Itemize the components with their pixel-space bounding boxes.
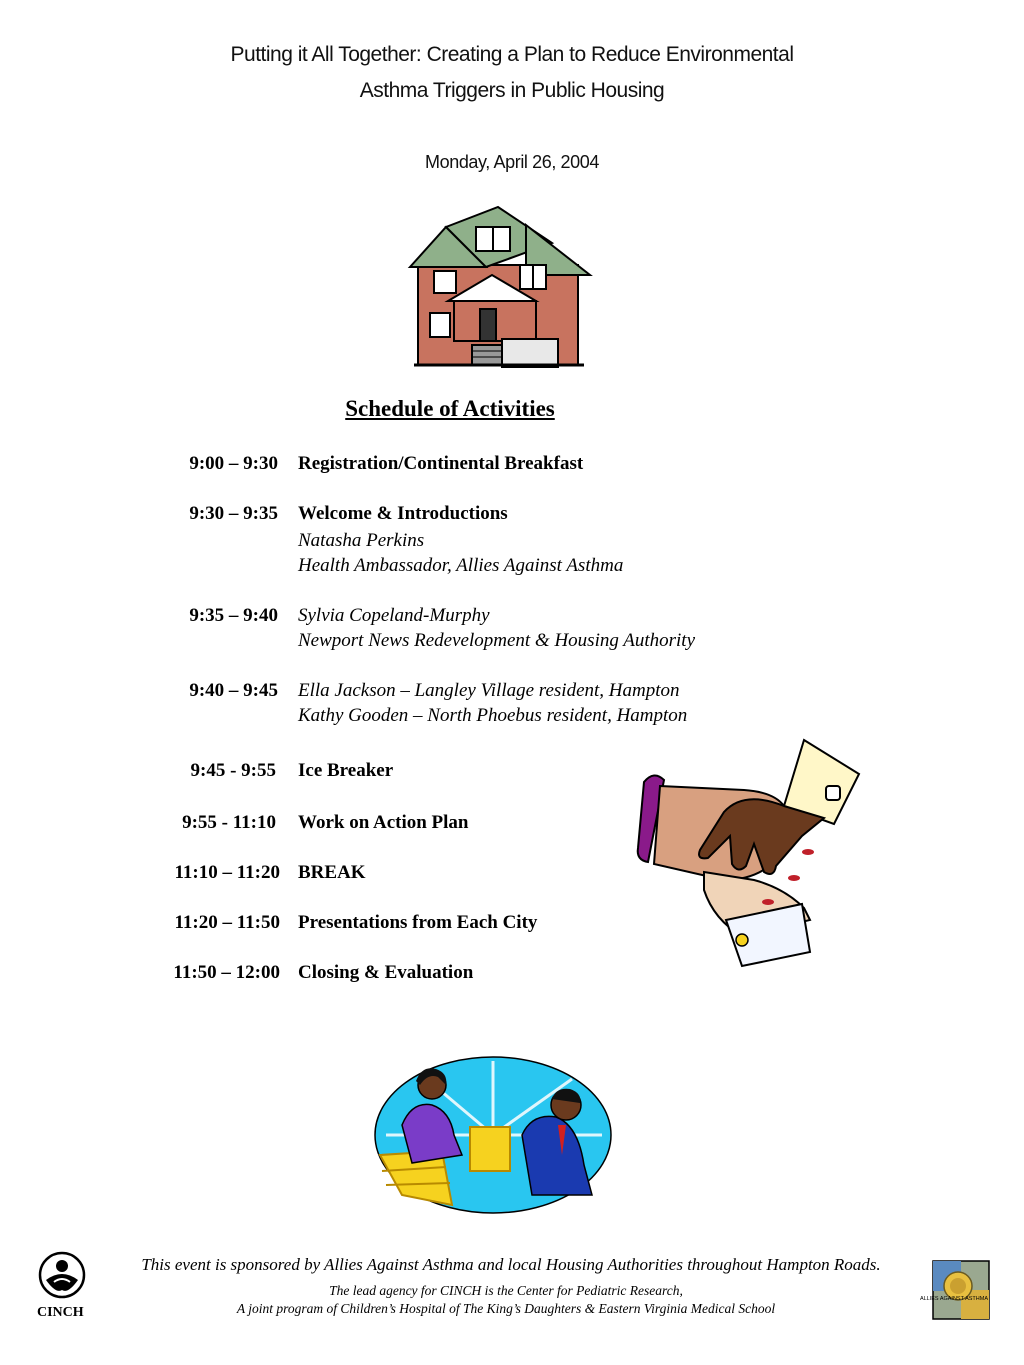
schedule-activity: Registration/Continental Breakfast — [298, 453, 584, 474]
sponsor-statement: This event is sponsored by Allies Against Asthma and local Housing Authorities throughout Hampton Roads. — [141, 1255, 881, 1274]
schedule-speaker: Sylvia Copeland-Murphy — [298, 605, 490, 626]
handshake-illustration — [634, 740, 864, 966]
schedule-time: 9:40 – 9:45 — [189, 680, 278, 701]
schedule-activity: Work on Action Plan — [298, 812, 469, 833]
schedule-time: 11:50 – 12:00 — [173, 962, 280, 983]
event-date: Monday, April 26, 2004 — [425, 152, 599, 172]
schedule-speaker-role: Newport News Redevelopment & Housing Authority — [298, 630, 696, 651]
people-exchanging-box-illustration — [372, 1055, 614, 1215]
house-illustration — [406, 205, 592, 371]
schedule-activity: BREAK — [298, 862, 366, 883]
schedule-time: 11:20 – 11:50 — [174, 912, 280, 933]
title-line-2: Asthma Triggers in Public Housing — [359, 79, 665, 102]
cinch-logo — [38, 1250, 86, 1300]
schedule-time: 11:10 – 11:20 — [174, 862, 280, 883]
schedule-speaker: Natasha Perkins — [298, 530, 425, 551]
schedule-activity: Presentations from Each City — [298, 912, 538, 933]
aaa-logo-text: ALLIES AGAINST ASTHMA — [919, 1296, 988, 1302]
schedule-speaker: Ella Jackson – Langley Village resident, Hampton — [298, 680, 680, 701]
schedule-activity: Closing & Evaluation — [298, 962, 474, 983]
schedule-time: 9:55 - 11:10 — [182, 812, 276, 833]
schedule-time: 9:00 – 9:30 — [189, 453, 278, 474]
schedule-time: 9:30 – 9:35 — [189, 503, 278, 524]
schedule-time: 9:45 - 9:55 — [190, 760, 276, 781]
cinch-label: CINCH — [37, 1305, 84, 1320]
schedule-speaker: Kathy Gooden – North Phoebus resident, Hampton — [298, 705, 688, 726]
lead-agency-text: The lead agency for CINCH is the Center for Pediatric Research, — [329, 1283, 683, 1298]
allies-against-asthma-logo — [919, 1260, 990, 1320]
joint-program-text: A joint program of Children’s Hospital of The King’s Daughters & Eastern Virginia Medical School — [236, 1301, 776, 1316]
schedule-time: 9:35 – 9:40 — [189, 605, 278, 626]
schedule-activity: Welcome & Introductions — [298, 503, 508, 524]
title-line-1: Putting it All Together: Creating a Plan to Reduce Environmental — [230, 43, 794, 66]
schedule-heading: Schedule of Activities — [345, 396, 555, 421]
schedule-activity: Ice Breaker — [298, 760, 394, 781]
schedule-speaker-role: Health Ambassador, Allies Against Asthma — [298, 555, 624, 576]
